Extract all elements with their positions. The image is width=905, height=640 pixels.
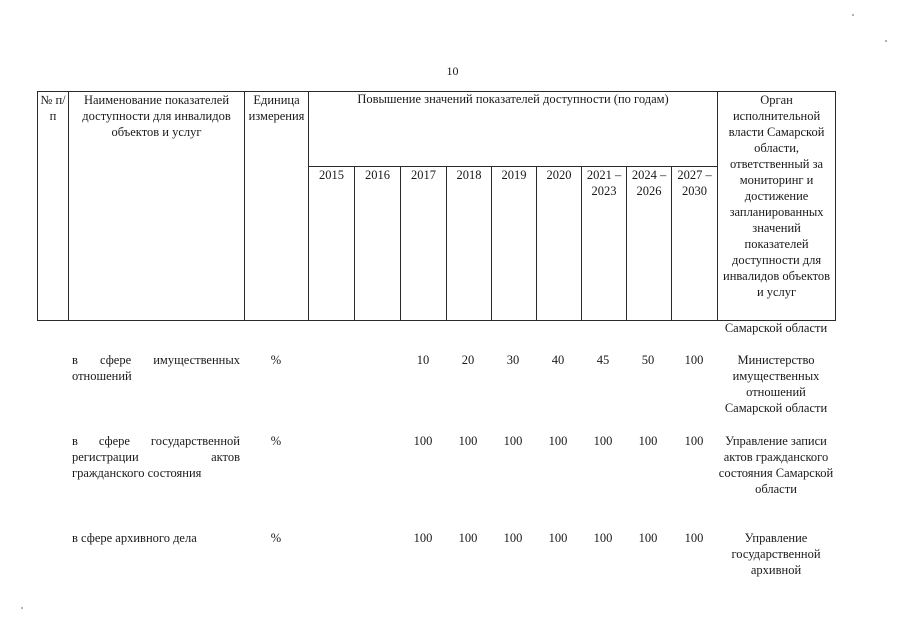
- row-value: 30: [506, 353, 520, 367]
- header-year: 2020: [537, 166, 582, 320]
- row-value: 100: [638, 434, 658, 448]
- row-responsible-body: Управление государственной архивной: [731, 531, 821, 577]
- row-responsible-body: Министерство имущественных отношений Самарской области: [724, 353, 828, 415]
- row-indicator-name: в сфере имущественных отношений: [72, 353, 240, 383]
- scan-speck: [21, 607, 23, 609]
- header-year: 2018: [447, 166, 492, 320]
- row-value: 100: [684, 434, 704, 448]
- row-value: 100: [548, 434, 568, 448]
- row-value: 100: [638, 531, 658, 545]
- row-unit: %: [270, 434, 282, 448]
- header-year: 2019: [492, 166, 537, 320]
- header-year: 2017: [401, 166, 447, 320]
- header-year: 2021 – 2023: [582, 166, 627, 320]
- row-value: 100: [458, 434, 478, 448]
- page-number: 10: [446, 64, 459, 78]
- row-value: 50: [641, 353, 655, 367]
- header-year: 2024 – 2026: [627, 166, 672, 320]
- header-year: 2015: [309, 166, 355, 320]
- row-indicator-name: в сфере архивного дела: [72, 531, 197, 545]
- header-indicator-name: Наименование показателей доступности для инвалидов объектов и услуг: [69, 92, 245, 321]
- row-value: 100: [593, 531, 613, 545]
- row-indicator-name: в сфере государственной регистрации актов гражданского состояния: [72, 434, 240, 480]
- carryover-org-text: Самарской области: [724, 321, 828, 335]
- row-value: 100: [503, 531, 523, 545]
- header-unit: Единица измерения: [245, 92, 309, 321]
- row-value: 100: [413, 531, 433, 545]
- row-value: 100: [684, 531, 704, 545]
- header-num: № п/п: [38, 92, 69, 321]
- row-value: 100: [684, 353, 704, 367]
- row-value: 100: [548, 531, 568, 545]
- row-value: 100: [593, 434, 613, 448]
- header-years-group: Повышение значений показателей доступности (по годам): [309, 92, 718, 167]
- row-value: 45: [596, 353, 610, 367]
- row-responsible-body: Управление записи актов гражданского состояния Самарской области: [718, 434, 834, 496]
- scan-speck: [885, 40, 887, 42]
- row-value: 20: [461, 353, 475, 367]
- header-year: 2016: [355, 166, 401, 320]
- row-value: 100: [503, 434, 523, 448]
- scan-speck: [852, 14, 854, 16]
- header-responsible-body: Орган исполнительной власти Самарской области, ответственный за мониторинг и достижение запланированных значений показателей доступности для инвалидов объектов и услуг: [718, 92, 836, 321]
- row-unit: %: [270, 531, 282, 545]
- header-year: 2027 – 2030: [672, 166, 718, 320]
- row-value: 10: [416, 353, 430, 367]
- row-value: 100: [458, 531, 478, 545]
- row-value: 100: [413, 434, 433, 448]
- row-value: 40: [551, 353, 565, 367]
- row-unit: %: [270, 353, 282, 367]
